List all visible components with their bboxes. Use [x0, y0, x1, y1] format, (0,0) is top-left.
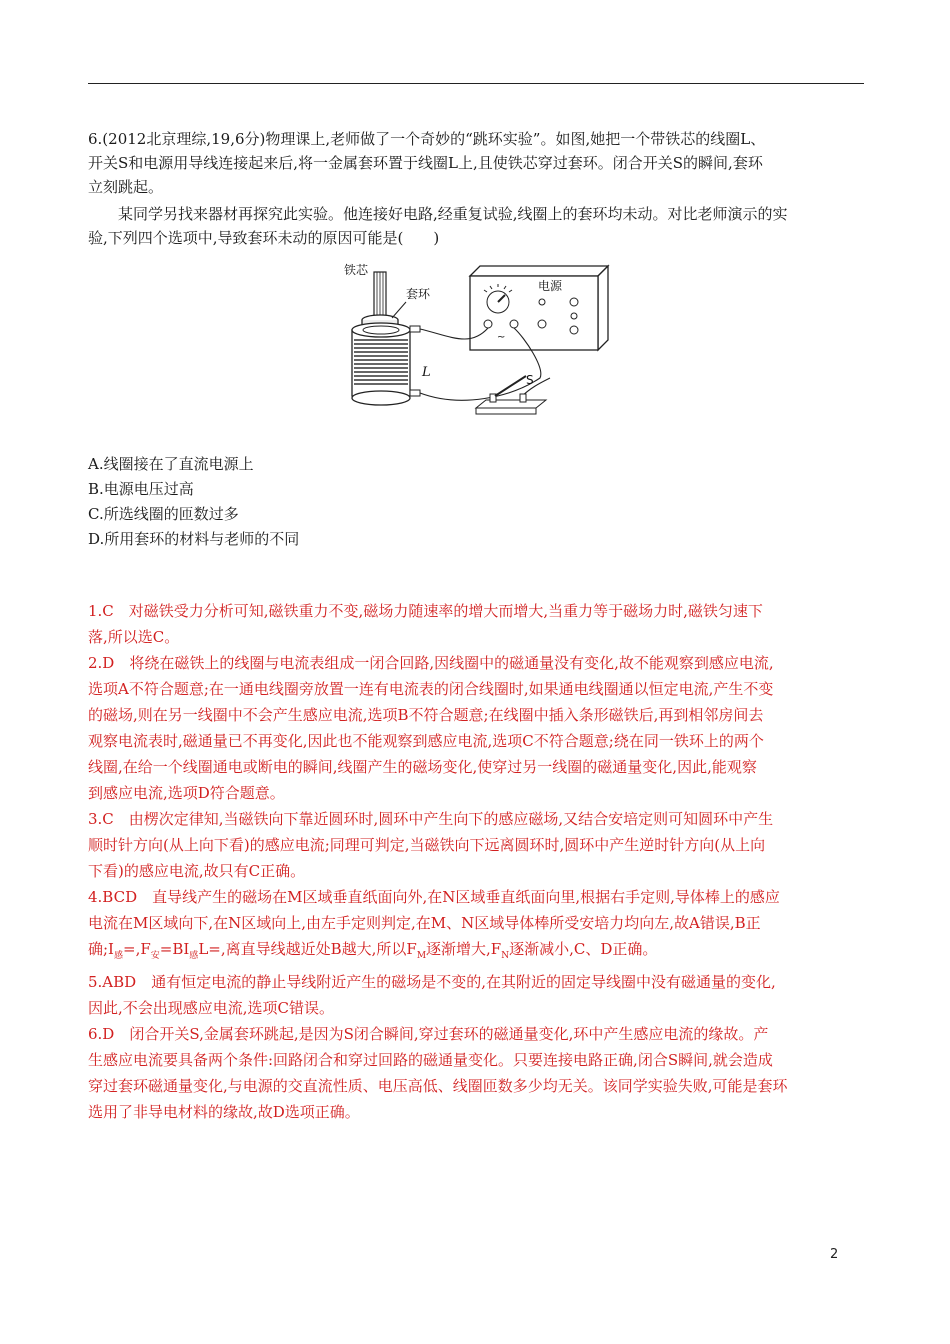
formula-subscript: M [416, 951, 427, 961]
formula-part: =BI [159, 940, 190, 958]
question-paragraph-2 [88, 202, 864, 250]
question-line: 6.(2012北京理综,19,6分)物理课上,老师做了一个奇妙的“跳环实验”。如图,她把一个带铁芯的线圈L、 [88, 130, 766, 148]
answer-line: 3.C 由楞次定律知,当磁铁向下靠近圆环时,圆环中产生向下的感应磁场,又结合安培定则可知圆环中产生 [88, 810, 774, 828]
answer-line: 的磁场,则在另一线圈中不会产生感应电流,选项B不符合题意;在线圈中插入条形磁铁后,再到相邻房间去 [88, 706, 764, 724]
formula-part: 逐渐减小,C、D正确。 [509, 940, 658, 958]
answer-line: 1.C 对磁铁受力分析可知,磁铁重力不变,磁场力随速率的增大而增大,当重力等于磁场力时,磁铁匀速下 [88, 602, 763, 620]
answer-line: 生感应电流要具备两个条件:回路闭合和穿过回路的磁通量变化。只要连接电路正确,闭合S瞬间,就会造成 [88, 1051, 773, 1069]
header-rule [88, 83, 864, 84]
option-c: C.所选线圈的匝数过多 [88, 505, 239, 523]
question-line: 立刻跳起。 [88, 178, 164, 196]
answer-line: 2.D 将绕在磁铁上的线圈与电流表组成一闭合回路,因线圈中的磁通量没有变化,故不能观察到感应电流, [88, 654, 774, 672]
ring-label: 套环 [406, 287, 431, 301]
coil-L-label: L [422, 365, 431, 380]
switch-S-label: S [526, 373, 534, 387]
formula-subscript: N [501, 951, 510, 961]
answer-line: 因此,不会出现感应电流,选项C错误。 [88, 999, 335, 1017]
option-b: B.电源电压过高 [88, 480, 194, 498]
page-number: 2 [830, 1247, 839, 1262]
answer-line: 穿过套环磁通量变化,与电源的交直流性质、电压高低、线圈匝数多少均无关。该同学实验失败,可能是套环 [88, 1077, 788, 1095]
power-label: 电源 [538, 279, 563, 293]
coil [352, 323, 420, 405]
answer-line: 落,所以选C。 [88, 628, 180, 646]
answer-line: 线圈,在给一个线圈通电或断电的瞬间,线圈产生的磁场变化,使穿过另一线圈的磁通量变化,因此,能观察 [88, 758, 757, 776]
question-line: 验,下列四个选项中,导致套环未动的原因可能是( ) [88, 229, 440, 247]
answer-line: 选用了非导电材料的缘故,故D选项正确。 [88, 1103, 360, 1121]
formula-part: 逐渐增大,F [426, 940, 502, 958]
answer-line: 下看)的感应电流,故只有C正确。 [88, 862, 306, 880]
option-d: D.所用套环的材料与老师的不同 [88, 530, 300, 548]
answer-line: 选项A不符合题意;在一通电线圈旁放置一连有电流表的闭合线圈时,如果通电线圈通以恒定电流,产生不变 [88, 680, 774, 698]
ac-symbol: ~ [497, 332, 506, 343]
formula-subscript: 感 [189, 951, 199, 961]
answer-line: 到感应电流,选项D符合题意。 [88, 784, 285, 802]
answer-line-formula [88, 936, 868, 969]
answer-line: 6.D 闭合开关S,金属套环跳起,是因为S闭合瞬间,穿过套环的磁通量变化,环中产生感应电流的缘故。产 [88, 1025, 769, 1043]
answer-line: 电流在M区域向下,在N区域向上,由左手定则判定,在M、N区域导体棒所受安培力均向左,故A错误,B正 [88, 914, 761, 932]
answer-line: 4.BCD 直导线产生的磁场在M区域垂直纸面向外,在N区域垂直纸面向里,根据右手定则,导体棒上的感应 [88, 888, 780, 906]
formula-subscript: 安 [150, 951, 160, 961]
option-a: A.线圈接在了直流电源上 [88, 455, 254, 473]
answer-line: 顺时针方向(从上向下看)的感应电流;同理可判定,当磁铁向下远离圆环时,圆环中产生逆时针方向(从上向 [88, 836, 766, 854]
formula-part: =,F [123, 940, 151, 958]
switch-S [476, 376, 546, 414]
formula-subscript: 感 [113, 951, 123, 961]
answer-key [88, 598, 868, 1125]
formula-part: L=,离直导线越近处B越大,所以F [198, 940, 417, 958]
core-label: 铁芯 [344, 263, 369, 277]
question-stem [88, 127, 864, 199]
jumping-ring-apparatus-figure [330, 258, 620, 428]
answer-line: 观察电流表时,磁通量已不再变化,因此也不能观察到感应电流,选项C不符合题意;绕在同一铁环上的两个 [88, 732, 764, 750]
question-line: 开关S和电源用导线连接起来后,将一金属套环置于线圈L上,且使铁芯穿过套环。闭合开关S的瞬间,套环 [88, 154, 763, 172]
answer-line: 5.ABD 通有恒定电流的静止导线附近产生的磁场是不变的,在其附近的固定导线圈中没有磁通量的变化, [88, 973, 776, 991]
question-line: 某同学另找来器材再探究此实验。他连接好电路,经重复试验,线圈上的套环均未动。对比老师演示的实 [118, 205, 788, 223]
formula-part: 确;I [88, 940, 114, 958]
